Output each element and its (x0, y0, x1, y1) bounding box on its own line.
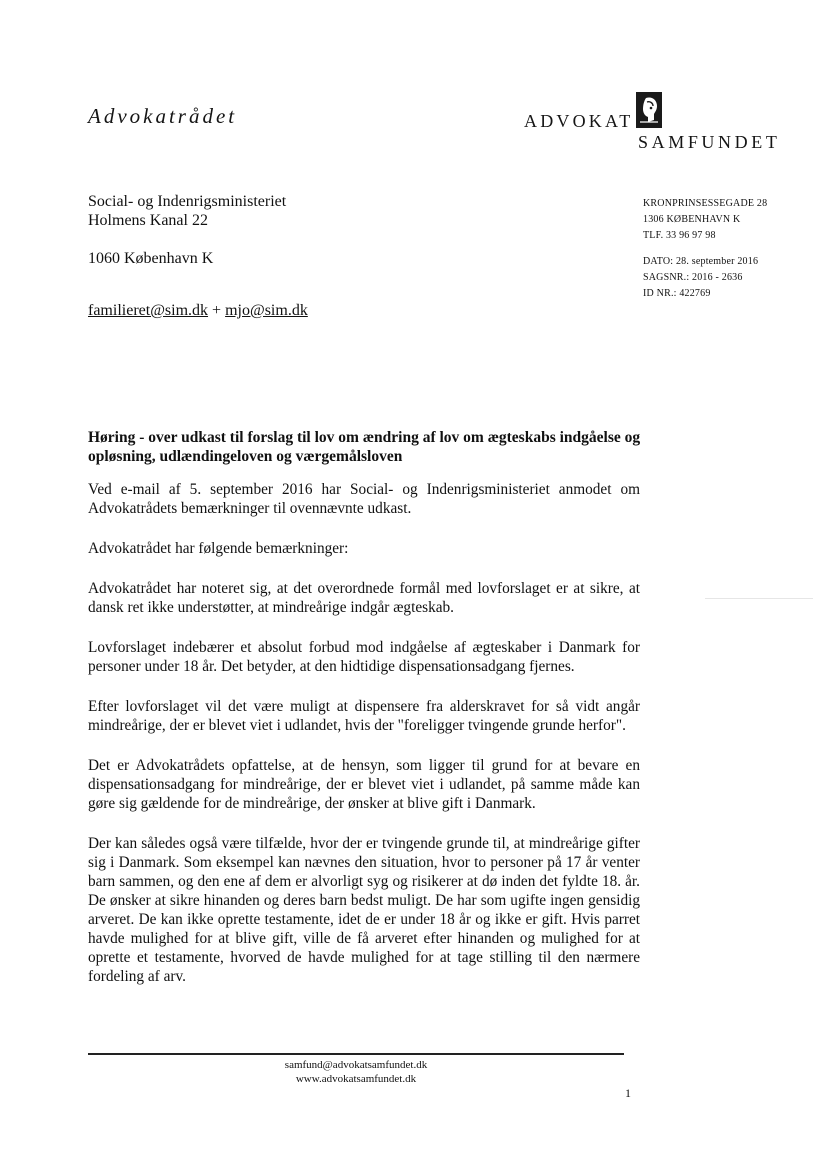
sender-street: KRONPRINSESSEGADE 28 (643, 198, 768, 209)
sender-city: 1306 KØBENHAVN K (643, 214, 741, 225)
id-number: ID NR.: 422769 (643, 288, 711, 299)
logo-text-bottom: SAMFUNDET (638, 132, 781, 152)
paragraph: Ved e-mail af 5. september 2016 har Social- og Indenrigsministeriet anmodet om Advokatrådets bemærkninger til ovennævnte udkast. (88, 481, 640, 517)
sender-info (643, 196, 767, 302)
recipient-name: Social- og Indenrigsministeriet (88, 193, 287, 210)
paragraph: Der kan således også være tilfælde, hvor der er tvingende grunde til, at mindreårige gifter sig i Danmark. Som eksempel kan nævnes den situation, hvor to personer på 17 år venter barn sammen, og den ene af dem er alvorligt syg og risikerer at dø inden det fyldte 18. år. De ønsker at sikre hinanden og deres barn bedst muligt. De har som ugifte ingen gensidig arveret. De kan ikke oprette testamente, idet de er under 18 år og ikke er gift. Hvis parret havde mulighed for at blive gift, ville de få arveret efter hinanden og mulighed for at oprette et testamente, hvorved de havde mulighed for at tage stilling til den nærmere fordeling af arv. (88, 835, 640, 985)
advokatsamfundet-logo (524, 92, 794, 154)
recipient-address (88, 192, 286, 268)
logo-text-top: ADVOKAT (524, 111, 634, 131)
justitia-head-icon (636, 92, 662, 128)
letter-body (88, 480, 640, 1007)
sender-phone: TLF. 33 96 97 98 (643, 230, 716, 241)
email-link-mjo[interactable]: mjo@sim.dk (225, 302, 308, 319)
paragraph: Advokatrådet har følgende bemærkninger: (88, 540, 349, 557)
email-separator: + (208, 302, 226, 319)
footer-divider (88, 1053, 624, 1055)
advokatraadet-heading: Advokatrådet (88, 104, 238, 128)
footer-website[interactable]: www.advokatsamfundet.dk (295, 1073, 417, 1085)
footer (88, 1058, 624, 1086)
letter-date: DATO: 28. september 2016 (643, 256, 759, 267)
page-number: 1 (625, 1086, 631, 1100)
paragraph: Det er Advokatrådets opfattelse, at de hensyn, som ligger til grund for at bevare en dispensationsadgang for mindreårige, der er blevet viet i udlandet, på samme måde kan gøre sig gældende for de mindreårige, der ønsker at blive gift i Danmark. (88, 757, 640, 812)
case-number: SAGSNR.: 2016 - 2636 (643, 272, 743, 283)
recipient-city: 1060 København K (88, 250, 214, 267)
letter-subject: Høring - over udkast til forslag til lov om ændring af lov om ægteskabs indgåelse og opløsning, udlændingeloven og værgemålsloven (88, 429, 641, 465)
footer-email[interactable]: samfund@advokatsamfundet.dk (284, 1059, 428, 1071)
recipient-emails (88, 302, 308, 320)
recipient-street: Holmens Kanal 22 (88, 212, 208, 229)
paragraph: Advokatrådet har noteret sig, at det overordnede formål med lovforslaget er at sikre, at dansk ret ikke understøtter, at mindreårige indgår ægteskab. (88, 580, 640, 616)
scan-artifact-line (705, 598, 813, 599)
paragraph: Efter lovforslaget vil det være muligt at dispensere fra alderskravet for så vidt angår mindreårige, der er blevet viet i udlandet, hvis der "foreligger tvingende grunde herfor". (88, 698, 640, 734)
paragraph: Lovforslaget indebærer et absolut forbud mod indgåelse af ægteskaber i Danmark for personer under 18 år. Det betyder, at den hidtidige dispensationsadgang fjernes. (88, 639, 640, 675)
email-link-familieret[interactable]: familieret@sim.dk (88, 302, 209, 319)
